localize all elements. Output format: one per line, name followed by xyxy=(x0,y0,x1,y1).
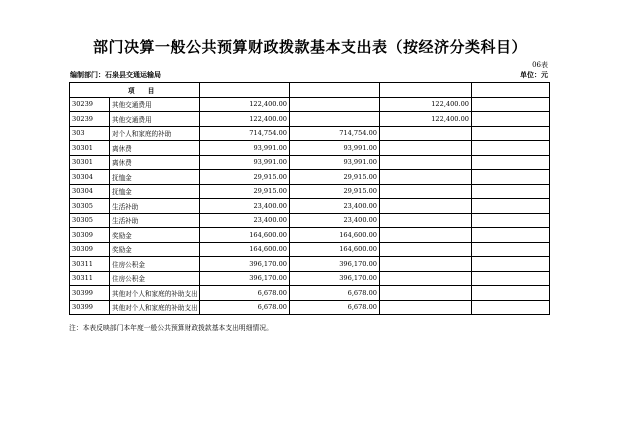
table-header-row xyxy=(70,83,550,98)
name-cell: 抚恤金 xyxy=(110,184,200,199)
header-cell xyxy=(472,83,550,98)
value-cell: 122,400.00 xyxy=(200,97,290,112)
value-cell: 6,678.00 xyxy=(290,300,380,315)
header-cell xyxy=(380,83,472,98)
value-cell xyxy=(380,170,472,185)
value-cell xyxy=(472,242,550,257)
table-meta xyxy=(70,70,548,80)
value-cell xyxy=(380,300,472,315)
code-cell: 30305 xyxy=(70,199,110,214)
table-row xyxy=(70,228,550,243)
code-cell: 30311 xyxy=(70,257,110,272)
value-cell: 6,678.00 xyxy=(200,286,290,301)
table-row xyxy=(70,112,550,127)
table-row xyxy=(70,184,550,199)
value-cell xyxy=(380,271,472,286)
code-cell: 30309 xyxy=(70,228,110,243)
table-row xyxy=(70,213,550,228)
value-cell xyxy=(472,300,550,315)
name-cell: 住房公积金 xyxy=(110,271,200,286)
value-cell: 396,170.00 xyxy=(200,271,290,286)
value-cell xyxy=(380,286,472,301)
value-cell: 122,400.00 xyxy=(380,97,472,112)
value-cell: 164,600.00 xyxy=(200,228,290,243)
value-cell xyxy=(472,213,550,228)
name-cell: 生活补助 xyxy=(110,199,200,214)
name-cell: 其他对个人和家庭的补助支出 xyxy=(110,286,200,301)
code-cell: 30304 xyxy=(70,170,110,185)
code-cell: 30309 xyxy=(70,242,110,257)
value-cell: 122,400.00 xyxy=(380,112,472,127)
value-cell xyxy=(380,257,472,272)
value-cell xyxy=(380,126,472,141)
code-cell: 303 xyxy=(70,126,110,141)
name-cell: 奖励金 xyxy=(110,228,200,243)
value-cell xyxy=(472,112,550,127)
value-cell: 23,400.00 xyxy=(200,199,290,214)
value-cell xyxy=(472,228,550,243)
value-cell: 6,678.00 xyxy=(290,286,380,301)
code-cell: 30399 xyxy=(70,286,110,301)
header-item: 项 目 xyxy=(70,83,200,98)
footnote: 注：本表反映部门本年度一般公共预算财政拨款基本支出明细情况。 xyxy=(69,324,273,332)
value-cell xyxy=(472,184,550,199)
table-code: 06表 xyxy=(532,61,548,69)
table-row xyxy=(70,155,550,170)
value-cell xyxy=(472,155,550,170)
value-cell: 23,400.00 xyxy=(290,199,380,214)
table-row xyxy=(70,257,550,272)
value-cell: 396,170.00 xyxy=(290,257,380,272)
table-row xyxy=(70,97,550,112)
value-cell xyxy=(380,242,472,257)
table-row xyxy=(70,199,550,214)
value-cell xyxy=(380,213,472,228)
name-cell: 其他对个人和家庭的补助支出 xyxy=(110,300,200,315)
name-cell: 奖励金 xyxy=(110,242,200,257)
value-cell xyxy=(472,126,550,141)
value-cell xyxy=(290,97,380,112)
table-row xyxy=(70,126,550,141)
value-cell xyxy=(472,257,550,272)
value-cell: 164,600.00 xyxy=(290,242,380,257)
table-row xyxy=(70,271,550,286)
name-cell: 对个人和家庭的补助 xyxy=(110,126,200,141)
value-cell xyxy=(472,170,550,185)
value-cell: 714,754.00 xyxy=(200,126,290,141)
code-cell: 30301 xyxy=(70,155,110,170)
value-cell xyxy=(472,286,550,301)
value-cell: 93,991.00 xyxy=(200,155,290,170)
name-cell: 其他交通费用 xyxy=(110,112,200,127)
value-cell: 396,170.00 xyxy=(200,257,290,272)
table-row xyxy=(70,286,550,301)
value-cell xyxy=(380,228,472,243)
name-cell: 离休费 xyxy=(110,155,200,170)
name-cell: 其他交通费用 xyxy=(110,97,200,112)
expenditure-table xyxy=(69,82,550,315)
value-cell xyxy=(380,141,472,156)
value-cell: 93,991.00 xyxy=(290,155,380,170)
value-cell xyxy=(472,271,550,286)
code-cell: 30304 xyxy=(70,184,110,199)
org-label: 编制部门：石泉县交通运输局 xyxy=(70,70,161,79)
value-cell: 714,754.00 xyxy=(290,126,380,141)
value-cell: 93,991.00 xyxy=(290,141,380,156)
name-cell: 抚恤金 xyxy=(110,170,200,185)
value-cell: 122,400.00 xyxy=(200,112,290,127)
code-cell: 30305 xyxy=(70,213,110,228)
code-cell: 30239 xyxy=(70,112,110,127)
value-cell xyxy=(472,141,550,156)
table-row xyxy=(70,300,550,315)
value-cell xyxy=(472,199,550,214)
name-cell: 离休费 xyxy=(110,141,200,156)
unit-label: 单位：元 xyxy=(520,70,548,79)
header-cell xyxy=(200,83,290,98)
table-row xyxy=(70,170,550,185)
code-cell: 30301 xyxy=(70,141,110,156)
value-cell xyxy=(472,97,550,112)
name-cell: 住房公积金 xyxy=(110,257,200,272)
value-cell: 29,915.00 xyxy=(290,170,380,185)
header-cell xyxy=(290,83,380,98)
code-cell: 30239 xyxy=(70,97,110,112)
value-cell xyxy=(380,155,472,170)
value-cell xyxy=(380,184,472,199)
value-cell: 29,915.00 xyxy=(200,184,290,199)
value-cell xyxy=(290,112,380,127)
table-row xyxy=(70,242,550,257)
value-cell: 164,600.00 xyxy=(290,228,380,243)
value-cell: 6,678.00 xyxy=(200,300,290,315)
value-cell xyxy=(380,199,472,214)
value-cell: 23,400.00 xyxy=(290,213,380,228)
value-cell: 29,915.00 xyxy=(290,184,380,199)
value-cell: 93,991.00 xyxy=(200,141,290,156)
code-cell: 30399 xyxy=(70,300,110,315)
name-cell: 生活补助 xyxy=(110,213,200,228)
page-title: 部门决算一般公共预算财政拨款基本支出表（按经济分类科目） xyxy=(92,38,527,56)
code-cell: 30311 xyxy=(70,271,110,286)
value-cell: 396,170.00 xyxy=(290,271,380,286)
table-row xyxy=(70,141,550,156)
value-cell: 164,600.00 xyxy=(200,242,290,257)
value-cell: 29,915.00 xyxy=(200,170,290,185)
value-cell: 23,400.00 xyxy=(200,213,290,228)
